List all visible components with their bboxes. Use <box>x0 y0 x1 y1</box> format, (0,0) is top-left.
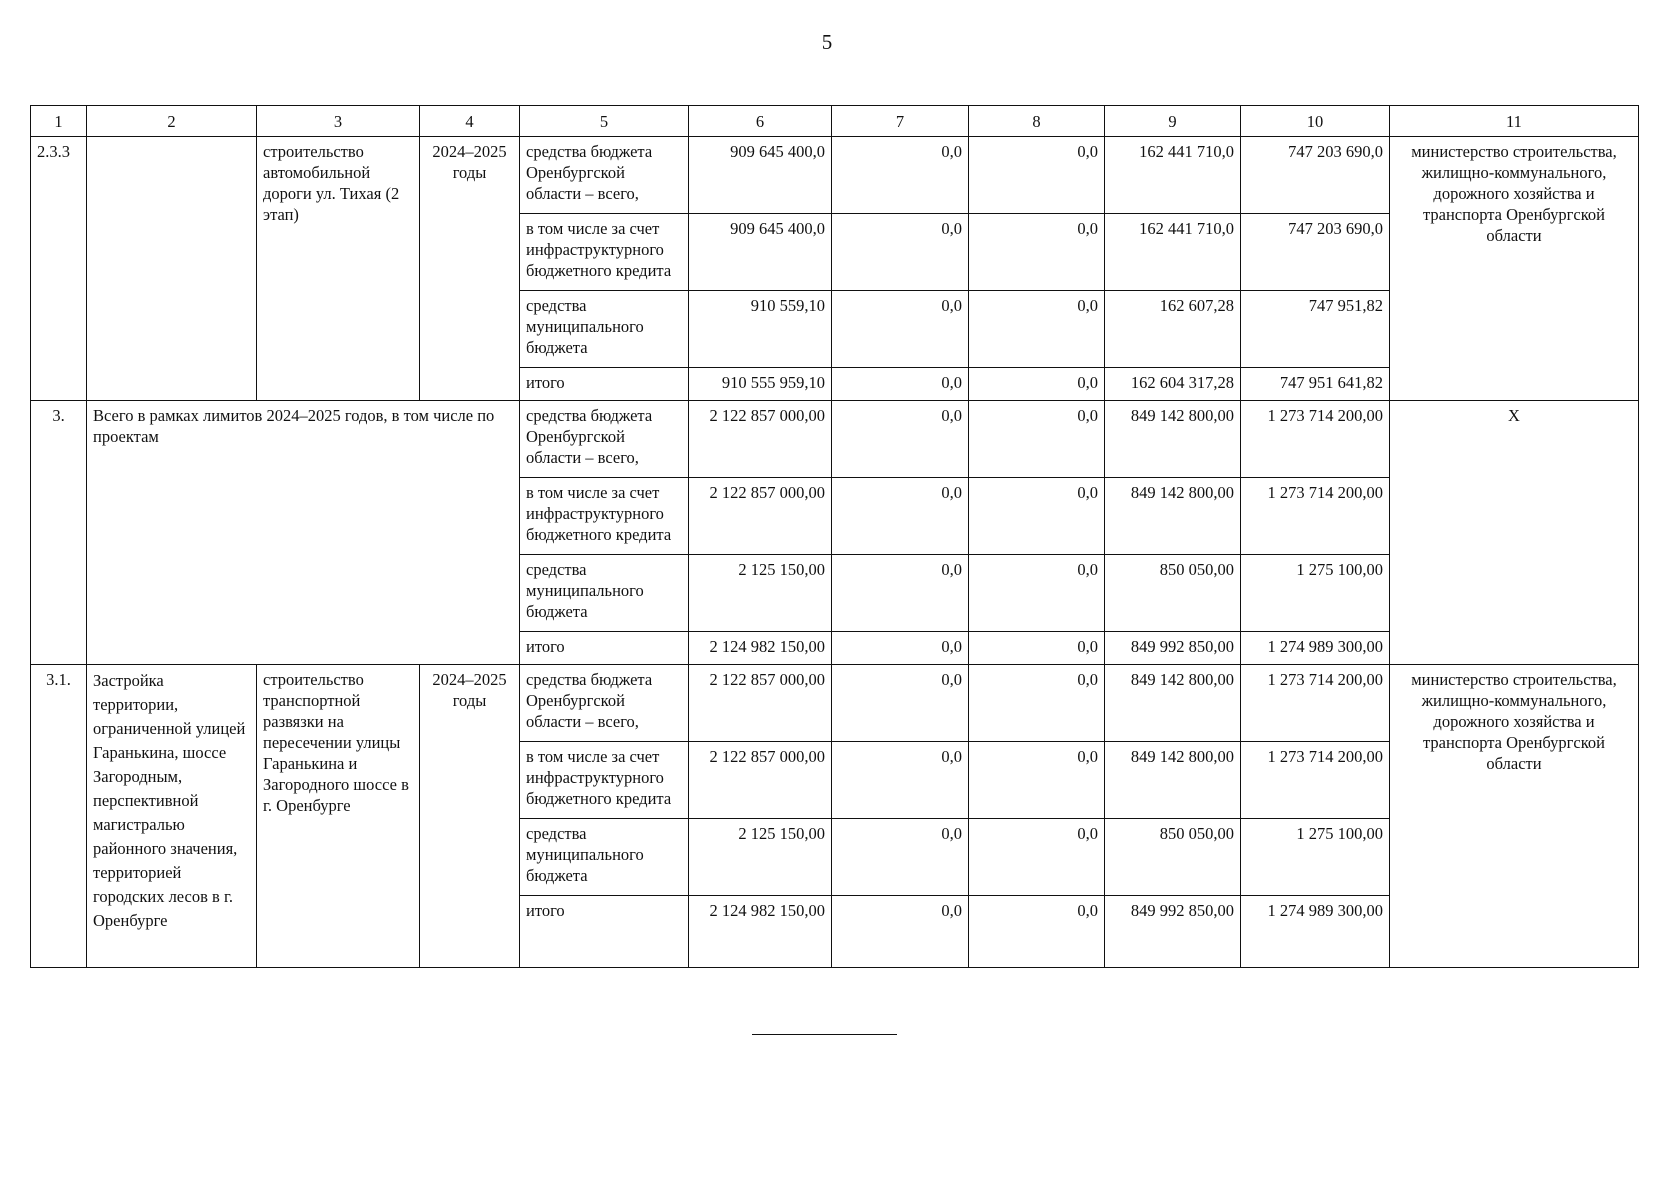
value-cell: 2 122 857 000,00 <box>689 478 832 555</box>
value-cell: 2 122 857 000,00 <box>689 665 832 742</box>
budget-table <box>30 105 1639 968</box>
value-cell: 0,0 <box>832 214 969 291</box>
column-header: 6 <box>689 106 832 137</box>
value-cell: 0,0 <box>832 401 969 478</box>
funding-source: средства муниципального бюджета <box>520 291 689 368</box>
column-header: 4 <box>420 106 520 137</box>
page-number: 5 <box>821 30 833 54</box>
funding-source: средства муниципального бюджета <box>520 819 689 896</box>
value-cell: 162 607,28 <box>1105 291 1241 368</box>
value-cell: 0,0 <box>969 401 1105 478</box>
value-cell: 910 559,10 <box>689 291 832 368</box>
value-cell: 849 142 800,00 <box>1105 742 1241 819</box>
value-cell: 0,0 <box>969 291 1105 368</box>
project-name: Застройка территории, ограниченной улицей Гаранькина, шоссе Загородным, перспективной магистралью районного значения, территорией городских лесов в г. Оренбурге <box>87 665 257 968</box>
object-name: строительство транспортной развязки на пересечении улицы Гаранькина и Загородного шоссе в г. Оренбурге <box>257 665 420 968</box>
value-cell: 0,0 <box>832 137 969 214</box>
executor: X <box>1390 401 1639 665</box>
item-code: 3.1. <box>31 665 87 968</box>
value-cell: 0,0 <box>832 368 969 401</box>
value-cell: 0,0 <box>832 632 969 665</box>
funding-source: итого <box>520 896 689 968</box>
value-cell: 1 273 714 200,00 <box>1241 401 1390 478</box>
executor: министерство строительства, жилищно-коммунального, дорожного хозяйства и транспорта Оренбургской области <box>1390 665 1639 968</box>
executor: министерство строительства, жилищно-коммунального, дорожного хозяйства и транспорта Оренбургской области <box>1390 137 1639 401</box>
value-cell: 2 125 150,00 <box>689 555 832 632</box>
period: 2024–2025 годы <box>420 665 520 968</box>
funding-source: средства бюджета Оренбургской области – всего, <box>520 401 689 478</box>
value-cell: 0,0 <box>969 665 1105 742</box>
value-cell: 0,0 <box>969 555 1105 632</box>
value-cell: 849 992 850,00 <box>1105 632 1241 665</box>
item-code: 2.3.3 <box>31 137 87 401</box>
column-header: 3 <box>257 106 420 137</box>
value-cell: 0,0 <box>969 137 1105 214</box>
column-header: 10 <box>1241 106 1390 137</box>
value-cell: 0,0 <box>969 896 1105 968</box>
project-name <box>87 137 257 401</box>
value-cell: 1 273 714 200,00 <box>1241 665 1390 742</box>
value-cell: 1 275 100,00 <box>1241 555 1390 632</box>
funding-source: средства бюджета Оренбургской области – всего, <box>520 665 689 742</box>
value-cell: 0,0 <box>969 819 1105 896</box>
column-header: 1 <box>31 106 87 137</box>
item-code: 3. <box>31 401 87 665</box>
value-cell: 0,0 <box>832 819 969 896</box>
value-cell: 849 142 800,00 <box>1105 401 1241 478</box>
value-cell: 0,0 <box>832 478 969 555</box>
value-cell: 1 273 714 200,00 <box>1241 742 1390 819</box>
column-header: 5 <box>520 106 689 137</box>
value-cell: 1 275 100,00 <box>1241 819 1390 896</box>
header-row <box>31 106 1639 137</box>
value-cell: 747 951 641,82 <box>1241 368 1390 401</box>
table-row <box>31 137 1639 214</box>
value-cell: 849 142 800,00 <box>1105 478 1241 555</box>
value-cell: 2 124 982 150,00 <box>689 632 832 665</box>
value-cell: 747 951,82 <box>1241 291 1390 368</box>
column-header: 8 <box>969 106 1105 137</box>
project-name: Всего в рамках лимитов 2024–2025 годов, в том числе по проектам <box>87 401 520 665</box>
value-cell: 2 122 857 000,00 <box>689 401 832 478</box>
value-cell: 910 555 959,10 <box>689 368 832 401</box>
value-cell: 0,0 <box>969 368 1105 401</box>
table-row <box>31 401 1639 478</box>
value-cell: 1 274 989 300,00 <box>1241 632 1390 665</box>
value-cell: 1 274 989 300,00 <box>1241 896 1390 968</box>
column-header: 7 <box>832 106 969 137</box>
value-cell: 162 441 710,0 <box>1105 137 1241 214</box>
value-cell: 0,0 <box>969 632 1105 665</box>
funding-source: в том числе за счет инфраструктурного бюджетного кредита <box>520 214 689 291</box>
column-header: 9 <box>1105 106 1241 137</box>
value-cell: 0,0 <box>832 742 969 819</box>
value-cell: 0,0 <box>969 478 1105 555</box>
column-header: 11 <box>1390 106 1639 137</box>
funding-source: в том числе за счет инфраструктурного бюджетного кредита <box>520 742 689 819</box>
period: 2024–2025 годы <box>420 137 520 401</box>
funding-source: итого <box>520 632 689 665</box>
value-cell: 162 441 710,0 <box>1105 214 1241 291</box>
value-cell: 0,0 <box>832 896 969 968</box>
funding-source: в том числе за счет инфраструктурного бюджетного кредита <box>520 478 689 555</box>
value-cell: 747 203 690,0 <box>1241 214 1390 291</box>
value-cell: 2 124 982 150,00 <box>689 896 832 968</box>
value-cell: 909 645 400,0 <box>689 214 832 291</box>
column-header: 2 <box>87 106 257 137</box>
value-cell: 909 645 400,0 <box>689 137 832 214</box>
value-cell: 747 203 690,0 <box>1241 137 1390 214</box>
value-cell: 0,0 <box>969 742 1105 819</box>
value-cell: 1 273 714 200,00 <box>1241 478 1390 555</box>
table-row <box>31 665 1639 742</box>
value-cell: 0,0 <box>832 665 969 742</box>
value-cell: 849 142 800,00 <box>1105 665 1241 742</box>
end-separator-line <box>752 1034 897 1035</box>
value-cell: 849 992 850,00 <box>1105 896 1241 968</box>
value-cell: 850 050,00 <box>1105 819 1241 896</box>
value-cell: 2 125 150,00 <box>689 819 832 896</box>
value-cell: 0,0 <box>969 214 1105 291</box>
value-cell: 0,0 <box>832 291 969 368</box>
value-cell: 2 122 857 000,00 <box>689 742 832 819</box>
object-name: строительство автомобильной дороги ул. Тихая (2 этап) <box>257 137 420 401</box>
value-cell: 0,0 <box>832 555 969 632</box>
funding-source: средства муниципального бюджета <box>520 555 689 632</box>
funding-source: средства бюджета Оренбургской области – всего, <box>520 137 689 214</box>
value-cell: 162 604 317,28 <box>1105 368 1241 401</box>
funding-source: итого <box>520 368 689 401</box>
value-cell: 850 050,00 <box>1105 555 1241 632</box>
